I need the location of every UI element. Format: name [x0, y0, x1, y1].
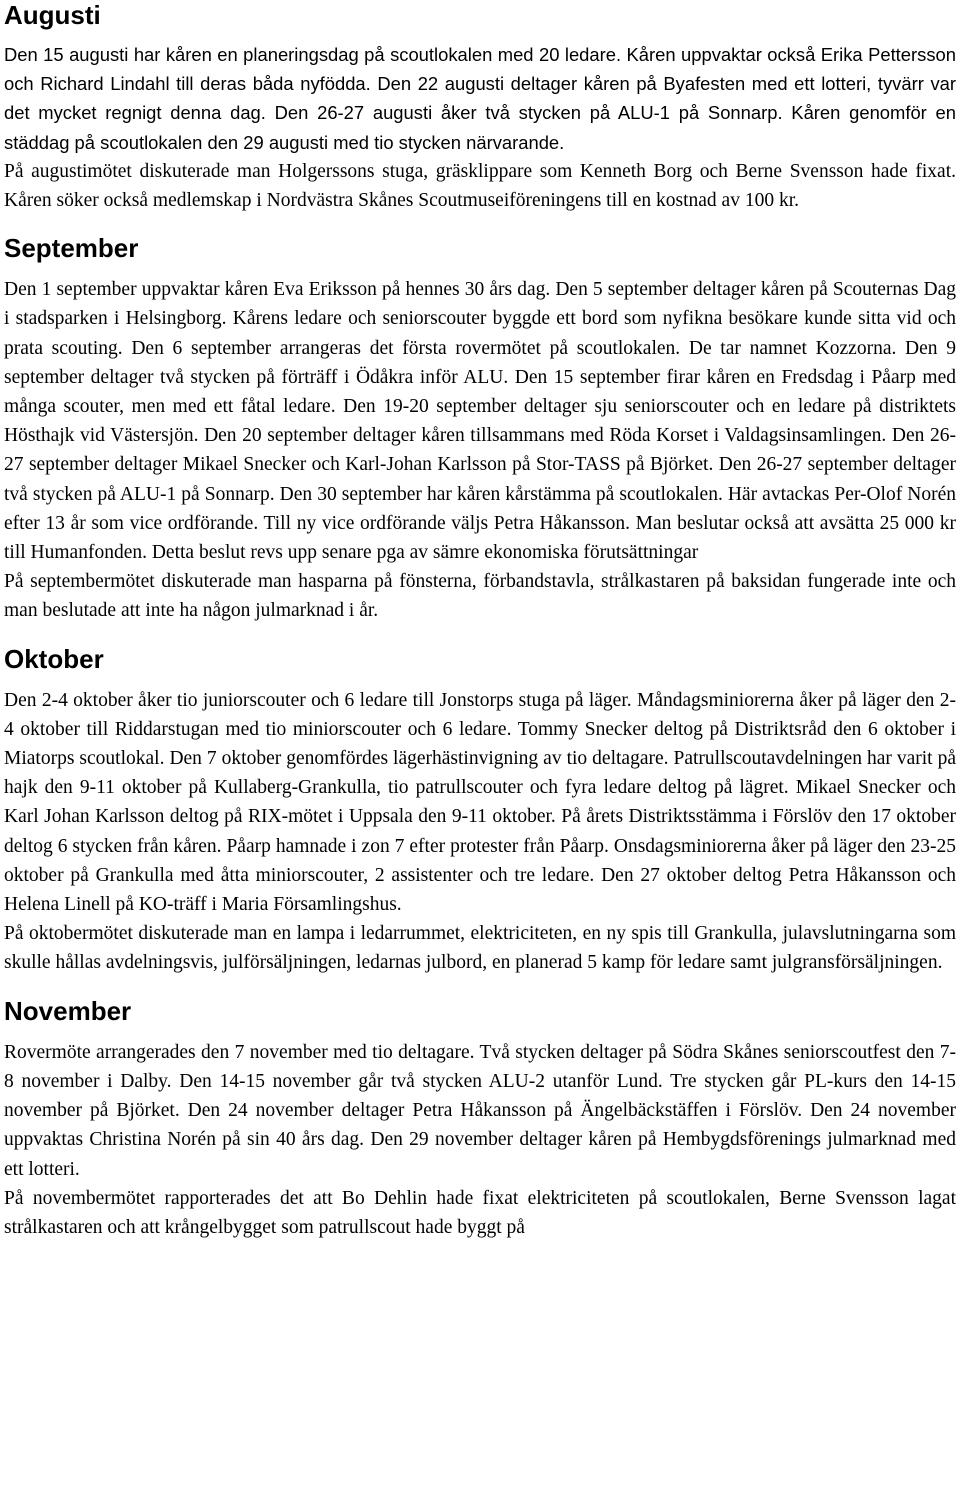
paragraph: Den 15 augusti har kåren en planeringsdag på scoutlokalen med 20 ledare. Kåren uppvaktar också Erika Pettersson och Richard Lindahl till deras båda nyfödda. Den 22 augusti deltager kåren på Byafesten med ett lotteri, tyvärr var det mycket regnigt denna dag. Den 26-27 augusti åker två stycken på ALU-1 på Sonnarp. Kåren genomför en städdag på scoutlokalen den 29 augusti med tio stycken närvarande.: [4, 44, 956, 153]
section-november: [4, 996, 956, 1242]
paragraph: På novembermötet rapporterades det att Bo Dehlin hade fixat elektriciteten på scoutlokalen, Berne Svensson lagat strålkastaren och att krångelbygget som patrullscout hade byggt på: [4, 1187, 956, 1238]
paragraph: Den 2-4 oktober åker tio juniorscouter och 6 ledare till Jonstorps stuga på läger. Måndagsminiorerna åker på läger den 2-4 oktober till Riddarstugan med tio miniorscouter och 6 ledare. Tommy Snecker deltog på Distriktsråd den 6 oktober i Miatorps scoutlokal. Den 7 oktober genomfördes lägerhästinvigning av tio deltagare. Patrullscoutavdelningen har varit på hajk den 9-11 oktober på Kullaberg-Grankulla, tio patrullscouter och fyra ledare deltog på lägret. Mikael Snecker och Karl Johan Karlsson deltog på RIX-mötet i Uppsala den 9-11 oktober. På årets Distriktsstämma i Förslöv den 17 oktober deltog 6 stycken från kåren. Påarp hamnade i zon 7 efter protester från Påarp. Onsdagsminiorerna åker på läger den 23-25 oktober på Grankulla med åtta miniorscouter, 2 assistenter och tre ledare. Den 27 oktober deltog Petra Håkansson och Helena Linell på KO-träff i Maria Församlingshus.: [4, 689, 956, 916]
section-september: [4, 233, 956, 625]
paragraph: Den 1 september uppvaktar kåren Eva Eriksson på hennes 30 års dag. Den 5 september deltager kåren på Scouternas Dag i stadsparken i Helsingborg. Kårens ledare och seniorscouter byggde ett bord som nyfikna besökare kunde sitta vid och prata scouting. Den 6 september arrangeras det första rovermötet på scoutlokalen. De tar namnet Kozzorna. Den 9 september deltager två stycken på förträff i Ödåkra inför ALU. Den 15 september firar kåren en Fredsdag i Påarp med många scouter, men med ett fåtal ledare. Den 19-20 september deltager sju seniorscouter och en ledare på distriktets Hösthajk vid Västersjön. Den 20 september deltager kåren tillsammans med Röda Korset i Valdagsinsamlingen. Den 26-27 september deltager Mikael Snecker och Karl-Johan Karlsson på Stor-TASS på Björket. Den 26-27 september deltager två stycken på ALU-1 på Sonnarp. Den 30 september har kåren kårstämma på scoutlokalen. Här avtackas Per-Olof Norén efter 13 år som vice ordförande. Till ny vice ordförande väljs Petra Håkansson. Man beslutar också att avsätta 25 000 kr till Humanfonden. Detta beslut revs upp senare pga av sämre ekonomiska förutsättningar: [4, 279, 956, 564]
paragraph: Rovermöte arrangerades den 7 november med tio deltagare. Två stycken deltager på Södra Skånes seniorscoutfest den 7-8 november i Dalby. Den 14-15 november går två stycken ALU-2 utanför Lund. Tre stycken går PL-kurs den 14-15 november på Björket. Den 24 november deltager Petra Håkansson på Ängelbäckstäffen i Förslöv. Den 24 november uppvaktas Christina Norén på sin 40 års dag. Den 29 november deltager kåren på Hembygdsförenings julmarknad med ett lotteri.: [4, 1041, 956, 1180]
section-augusti: [4, 0, 956, 215]
section-heading: November: [4, 995, 132, 1026]
section-oktober: [4, 644, 956, 978]
paragraph: På oktobermötet diskuterade man en lampa i ledarrummet, elektriciteten, en ny spis till Grankulla, julavslutningarna som skulle hållas avdelningsvis, julförsäljningen, ledarnas julbord, en planerad 5 kamp för ledare samt julgransförsäljningen.: [4, 923, 956, 974]
section-heading: Augusti: [4, 0, 101, 30]
paragraph: På septembermötet diskuterade man hasparna på fönsterna, förbandstavla, strålkastaren på baksidan fungerade inte och man beslutade att inte ha någon julmarknad i år.: [4, 571, 956, 622]
document-page: [4, 0, 956, 1242]
section-heading: September: [4, 233, 139, 264]
section-heading: Oktober: [4, 643, 104, 674]
paragraph: På augustimötet diskuterade man Holgerssons stuga, gräsklippare som Kenneth Borg och Berne Svensson hade fixat. Kåren söker också medlemskap i Nordvästra Skånes Scoutmuseiföreningens till en kostnad av 100 kr.: [4, 160, 956, 212]
